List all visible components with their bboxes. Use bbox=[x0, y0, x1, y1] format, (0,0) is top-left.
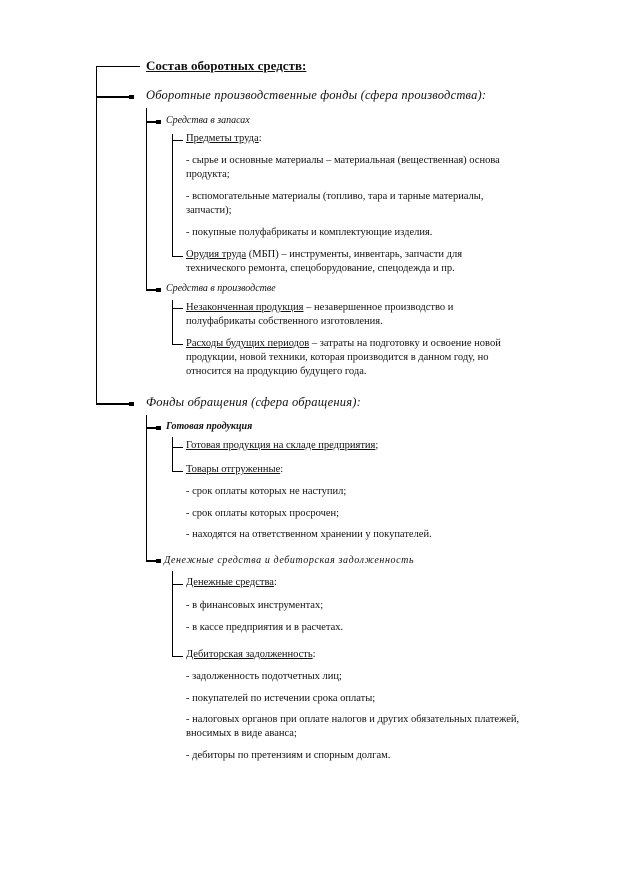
item-label: Дебиторская задолженность bbox=[186, 649, 313, 660]
item-label: Предметы труда bbox=[186, 133, 259, 144]
section1-arrow-icon bbox=[96, 96, 134, 98]
section-heading: Оборотные производственные фонды (сфера производства): bbox=[146, 88, 487, 102]
item-label: Готовая продукция на складе предприятия bbox=[186, 440, 376, 451]
bullet: - находятся на ответственном хранении у покупателей. bbox=[186, 529, 432, 540]
item-suffix: – затраты на подготовку и освоение новой продукции, новой техники, которая производится в данном году, но относится на продукцию будущего года. bbox=[186, 338, 501, 377]
item-orudiya-truda bbox=[186, 248, 521, 276]
item-suffix: ; bbox=[375, 440, 379, 451]
item-connector bbox=[172, 344, 183, 345]
item-denezhnye-sredstva bbox=[186, 577, 277, 588]
group2-branch-line bbox=[172, 300, 173, 345]
bullet: - покупные полуфабрикаты и комплектующие изделия. bbox=[186, 227, 433, 238]
item-label: Денежные средства bbox=[186, 577, 274, 588]
item-label: Орудия труда bbox=[186, 249, 247, 260]
item-label: Товары отгруженные bbox=[186, 464, 281, 475]
bullet: - в кассе предприятия и в расчетах. bbox=[186, 622, 344, 633]
item-connector bbox=[172, 308, 183, 309]
section1-branch-line bbox=[146, 108, 147, 290]
item-connector bbox=[172, 471, 183, 472]
group3-branch-line bbox=[172, 437, 173, 472]
bullet: - вспомогательные материалы (топливо, тара и тарные материалы, запчасти); bbox=[186, 191, 484, 216]
bullet: - дебиторы по претензиям и спорным долгам. bbox=[186, 750, 391, 761]
bullet: - в финансовых инструментах; bbox=[186, 600, 324, 611]
item-connector bbox=[172, 584, 183, 585]
item-connector bbox=[172, 256, 183, 257]
bullet: - налоговых органов при оплате налогов и других обязательных платежей, вносимых в виде аванса; bbox=[186, 714, 520, 739]
item-nezakonchennaya-produkciya bbox=[186, 301, 521, 329]
item-predmety-truda bbox=[186, 133, 262, 144]
item-raskhody-budushchikh-periodov bbox=[186, 337, 526, 379]
item-suffix: – незавершенное производство и полуфабрикаты собственного изготовления. bbox=[186, 302, 454, 327]
item-debitorskaya-zadolzhennost bbox=[186, 649, 316, 660]
item-suffix: : bbox=[258, 133, 262, 144]
item-suffix: : bbox=[280, 464, 284, 475]
bullet: - сырье и основные материалы – материальная (вещественная) основа продукта; bbox=[186, 155, 500, 180]
group-heading: Средства в запасах bbox=[166, 115, 250, 126]
group1-branch-line bbox=[172, 134, 173, 257]
item-label: Расходы будущих периодов bbox=[186, 338, 310, 349]
item-suffix: : bbox=[312, 649, 316, 660]
item-label: Незаконченная продукция bbox=[186, 302, 304, 313]
group-heading: Денежные средства и дебиторская задолженность bbox=[164, 555, 415, 566]
tree-trunk-line bbox=[96, 66, 97, 404]
item-connector bbox=[172, 656, 183, 657]
section-heading: Фонды обращения (сфера обращения): bbox=[146, 395, 361, 409]
section2-arrow-icon bbox=[96, 403, 134, 405]
section2-branch-line bbox=[146, 415, 147, 561]
group3-arrow-icon bbox=[146, 427, 161, 429]
group2-arrow-icon bbox=[146, 289, 161, 291]
bullet: - покупателей по истечении срока оплаты; bbox=[186, 693, 376, 704]
group-heading: Средства в производстве bbox=[166, 283, 276, 294]
item-connector bbox=[172, 140, 183, 141]
bullet: - задолженность подотчетных лиц; bbox=[186, 671, 342, 682]
item-suffix: : bbox=[273, 577, 277, 588]
item-connector bbox=[172, 447, 183, 448]
title-connector bbox=[96, 66, 140, 67]
bullet: - срок оплаты которых не наступил; bbox=[186, 486, 347, 497]
group4-arrow-icon bbox=[146, 560, 161, 562]
group1-arrow-icon bbox=[146, 121, 161, 123]
group-heading: Готовая продукция bbox=[166, 421, 253, 432]
page-title: Состав оборотных средств: bbox=[146, 58, 307, 73]
item-suffix: (МБП) – инструменты, инвентарь, запчасти для технического ремонта, спецоборудование, спецодежда и пр. bbox=[186, 249, 463, 274]
item-gotovaya-produkciya-na-sklade bbox=[186, 440, 378, 451]
bullet: - срок оплаты которых просрочен; bbox=[186, 508, 340, 519]
item-tovary-otgruzhennye bbox=[186, 464, 283, 475]
